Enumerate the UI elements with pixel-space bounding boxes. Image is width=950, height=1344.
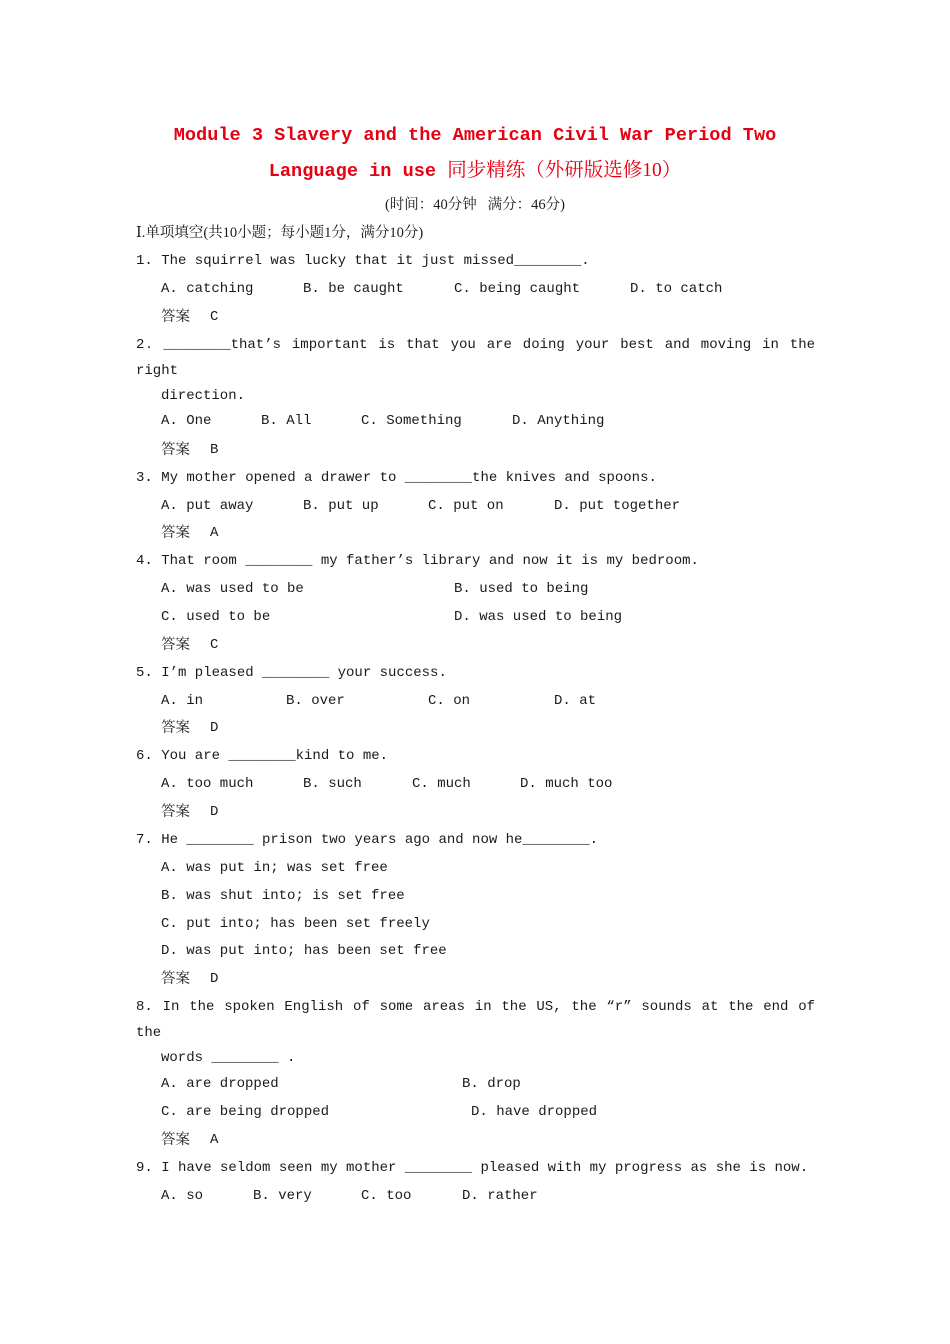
option-d: D. much too [520,776,613,792]
option-c: C. much [412,776,471,792]
question-6-answer [0,802,950,822]
question-stem-continuation: words ________ . [161,1050,296,1066]
answer-label: 答案 [161,525,190,541]
option-a: A. are dropped [161,1076,279,1092]
question-8-stem-line-3 [0,1048,950,1068]
question-7-stem-row [0,830,950,850]
question-2-options [0,411,950,431]
option-c: C. used to be [161,609,271,625]
question-1-stem-row [0,251,950,271]
question-8-stem-line-1: 8. In the spoken English of some areas in the US, the “r” sounds at the end of [136,999,815,1015]
option-b: B. put up [303,498,379,514]
option-c: C. on [428,693,471,709]
question-4-options-row-2 [0,607,950,627]
question-6-options [0,774,950,794]
option-b: B. such [303,776,362,792]
question-7-option-c-row [0,914,950,934]
question-stem-continuation: the [136,1025,162,1041]
question-7-option-b-row [0,886,950,906]
option-c: C. too [361,1188,412,1204]
question-9-options [0,1186,950,1206]
section-heading-row [0,223,950,243]
option-b: B. be caught [303,281,404,297]
option-a: A. was used to be [161,581,304,597]
option-b: B. very [253,1188,312,1204]
question-5-answer [0,718,950,738]
section-heading: Ⅰ.单项填空(共10小题；每小题1分，满分10分) [136,225,424,241]
answer-value: C [210,309,219,325]
option-d: D. was put into; has been set free [161,943,447,959]
option-d: D. Anything [512,413,605,429]
option-a: A. too much [161,776,254,792]
option-a: A. was put in; was set free [161,860,388,876]
answer-label: 答案 [161,1132,190,1148]
option-a: A. in [161,693,204,709]
question-stem: 4. That room ________ my father’s library and now it is my bedroom. [136,553,699,569]
document-title-line-2 [0,158,950,184]
answer-value: C [210,637,219,653]
question-4-stem-row [0,551,950,571]
question-2-answer [0,440,950,460]
answer-label: 答案 [161,637,190,653]
question-stem: 6. You are ________kind to me. [136,748,389,764]
option-d: D. rather [462,1188,538,1204]
option-a: A. put away [161,498,254,514]
question-6-stem-row [0,746,950,766]
option-b: B. used to being [454,581,589,597]
question-7-answer [0,969,950,989]
question-stem: 1. The squirrel was lucky that it just missed________. [136,253,590,269]
option-a: A. so [161,1188,204,1204]
question-8-options-row-2 [0,1102,950,1122]
question-4-options-row-1 [0,579,950,599]
answer-label: 答案 [161,971,190,987]
answer-value: A [210,525,219,541]
title-english-part: Language in use [268,161,437,182]
option-b: B. over [286,693,345,709]
question-3-options [0,496,950,516]
option-d: D. at [554,693,597,709]
option-d: D. have dropped [471,1104,598,1120]
answer-label: 答案 [161,720,190,736]
question-2-stem-line-2 [0,361,950,381]
question-2-stem-line-3 [0,386,950,406]
answer-value: D [210,971,219,987]
option-a: A. catching [161,281,254,297]
answer-label: 答案 [161,442,190,458]
question-2-stem-line-1: 2．________that’s important is that you are doing your best and moving in the [136,337,815,353]
question-8-stem-line-2 [0,1023,950,1043]
option-c: C. put into; has been set freely [161,916,430,932]
answer-label: 答案 [161,309,190,325]
option-c: C. being caught [454,281,581,297]
option-d: D. put together [554,498,681,514]
question-8-answer [0,1130,950,1150]
answer-value: D [210,720,219,736]
question-stem: 5. I’m pleased ________ your success. [136,665,447,681]
question-stem: 7. He ________ prison two years ago and now he________. [136,832,599,848]
exam-meta: (时间：40分钟 满分：46分) [384,197,566,213]
option-c: C. Something [361,413,462,429]
question-stem-continuation: right [136,363,179,379]
question-stem-continuation: direction. [161,388,246,404]
question-5-options [0,691,950,711]
option-b: B. drop [462,1076,521,1092]
option-c: C. put on [428,498,504,514]
question-7-option-a-row [0,858,950,878]
question-3-stem-row [0,468,950,488]
question-stem: 9. I have seldom seen my mother ________ pleased with my progress as she is now. [136,1160,809,1176]
question-3-answer [0,523,950,543]
question-5-stem-row [0,663,950,683]
question-1-answer [0,307,950,327]
question-7-option-d-row [0,941,950,961]
option-b: B. was shut into; is set free [161,888,405,904]
question-8-options-row-1 [0,1074,950,1094]
title-chinese-part: 同步精练（外研版选修10） [447,160,682,181]
answer-value: B [210,442,219,458]
option-c: C. are being dropped [161,1104,330,1120]
question-1-options [0,279,950,299]
option-a: A. One [161,413,212,429]
document-title-line-1: Module 3 Slavery and the American Civil War Period Two [173,125,777,146]
answer-label: 答案 [161,804,190,820]
question-stem: 3. My mother opened a drawer to ________the knives and spoons. [136,470,657,486]
question-4-answer [0,635,950,655]
option-d: D. to catch [630,281,723,297]
option-b: B. All [261,413,312,429]
option-d: D. was used to being [454,609,623,625]
answer-value: A [210,1132,219,1148]
answer-value: D [210,804,219,820]
question-9-stem-row [0,1158,950,1178]
